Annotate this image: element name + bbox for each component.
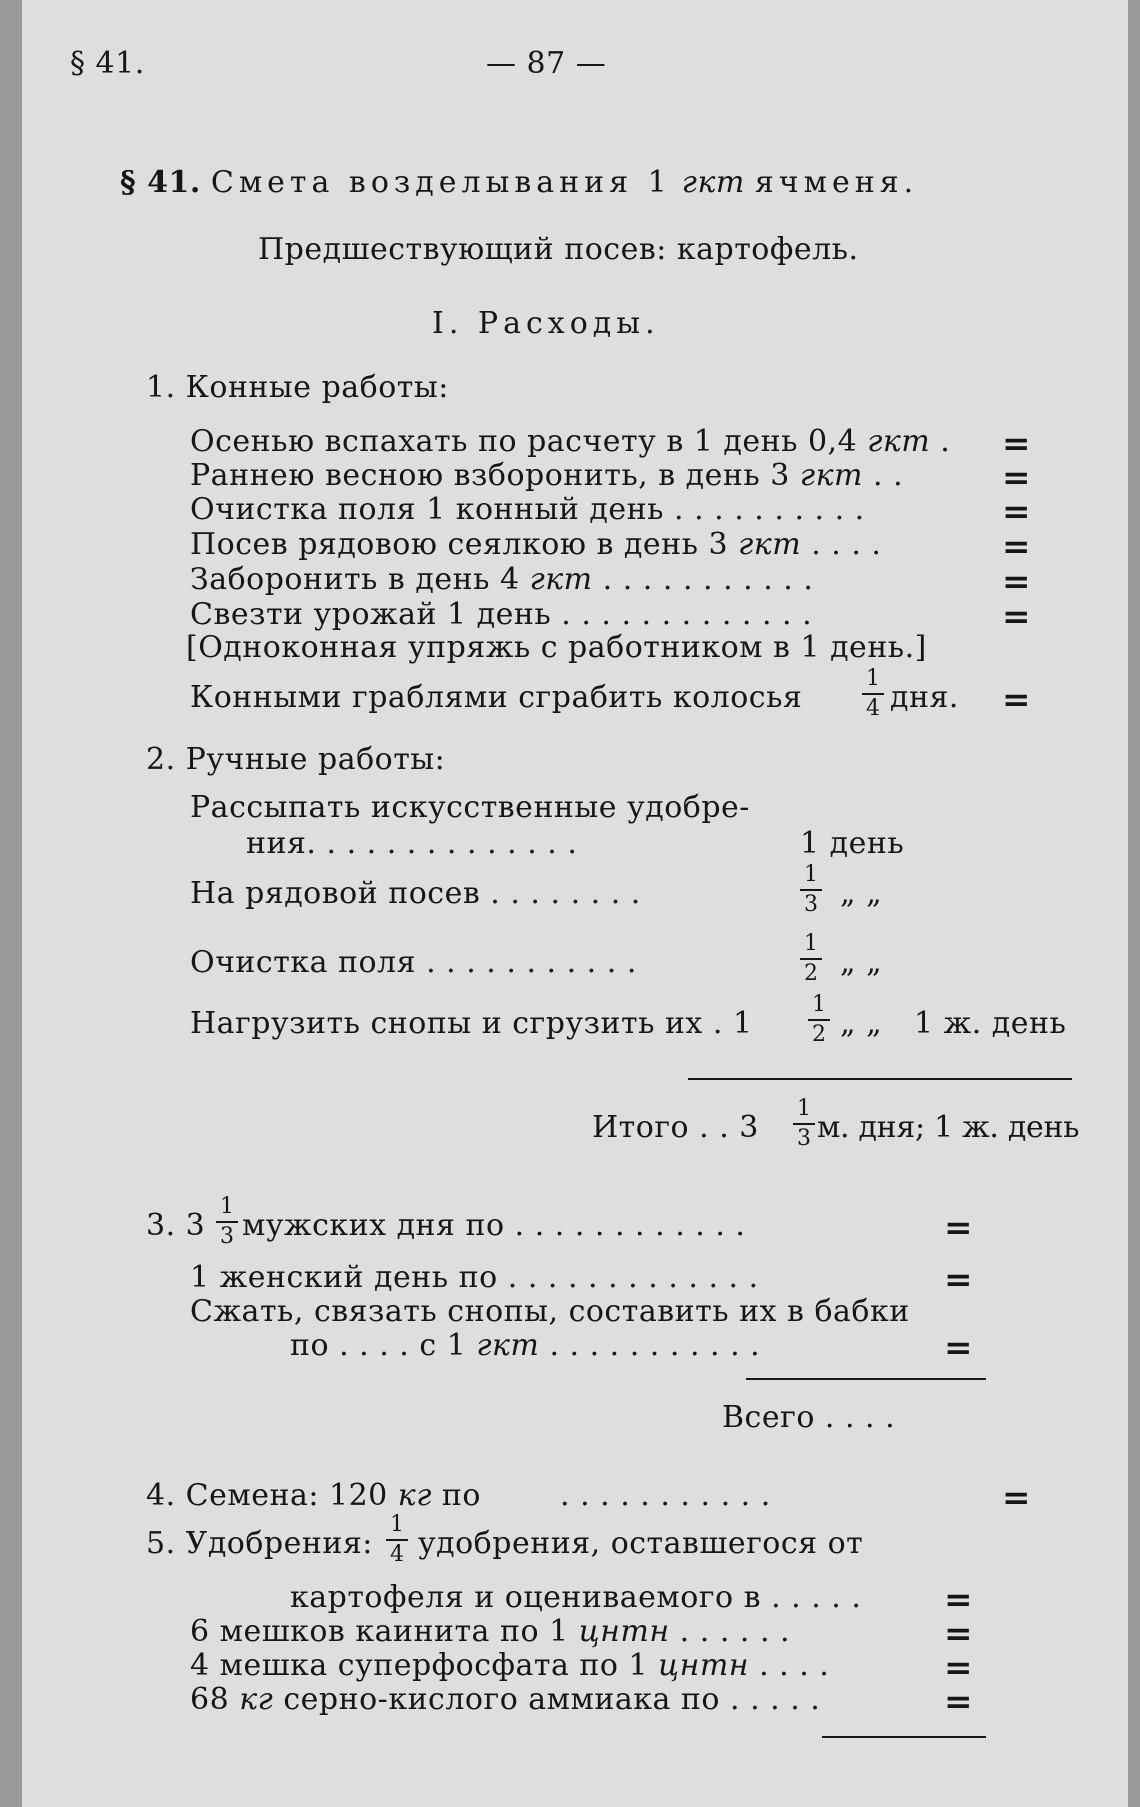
s2-row4-ditto: „ „	[840, 1006, 883, 1041]
s5-label: 5. Удобрения:	[146, 1526, 373, 1561]
part-heading: I. Расходы.	[432, 306, 660, 341]
s1-row6-eq: =	[1002, 597, 1031, 637]
s1-row4: Посев рядовою сеялкою в день 3 гкт . . . .	[190, 527, 882, 562]
title-text: Смета возделывания 1	[210, 165, 672, 200]
s2-row4: Нагрузить снопы и сгрузить их . 1	[190, 1006, 753, 1041]
book-page	[22, 0, 1128, 1807]
s2-row1-line2: ния. . . . . . . . . . . . . .	[246, 826, 578, 861]
s2-row4-value: 1 ж. день	[914, 1006, 1067, 1041]
s3-fraction: 1 3	[216, 1196, 238, 1248]
s1-row5: Заборонить в день 4 гкт . . . . . . . . . . .	[190, 562, 814, 597]
s5-row2-eq: =	[944, 1614, 973, 1654]
s2-row3-ditto: „ „	[840, 945, 883, 980]
s5-row3: 4 мешка суперфосфата по 1 цнтн . . . .	[190, 1648, 830, 1683]
s2-row2: На рядовой посев . . . . . . . .	[190, 876, 641, 911]
s2-row1-line1: Рассыпать искусственные удобре-	[190, 790, 750, 825]
s5-row4-eq: =	[944, 1682, 973, 1722]
s1-row7-fraction: 1 4	[862, 668, 884, 720]
s1-row4-eq: =	[1002, 527, 1031, 567]
s2-row3: Очистка поля . . . . . . . . . . .	[190, 945, 637, 980]
s1-row1: Осенью вспахать по расчету в 1 день 0,4 гкт .	[190, 424, 951, 459]
s3-total-rule	[746, 1378, 986, 1380]
s5-row4: 68 кг серно-кислого аммиака по . . . . .	[190, 1682, 821, 1717]
s5-row1-eq: =	[944, 1580, 973, 1620]
s2-total-fraction: 1 3	[793, 1098, 815, 1150]
s5-row2: 6 мешков каинита по 1 цнтн . . . . . .	[190, 1614, 791, 1649]
s4-row: 4. Семена: 120 кг по	[146, 1478, 481, 1513]
s1-label: 1. Конные работы:	[146, 370, 449, 405]
s1-row6: Свезти урожай 1 день . . . . . . . . . . . . .	[190, 597, 813, 632]
s2-total-label: Итого . . 3	[592, 1110, 759, 1145]
s1-row1-eq: =	[1002, 424, 1031, 464]
title-sign: § 41.	[120, 165, 201, 200]
s3-row1-eq: =	[944, 1208, 973, 1248]
s2-label: 2. Ручные работы:	[146, 742, 446, 777]
title-end: ячменя.	[754, 165, 919, 200]
s3-row1: мужских дня по . . . . . . . . . . . .	[242, 1208, 746, 1243]
s1-note: [Одноконная упряжь с работником в 1 день.]	[186, 630, 927, 665]
s3-row2: 1 женский день по . . . . . . . . . . . . .	[190, 1260, 759, 1295]
header-page-number: — 87 —	[486, 46, 607, 81]
s2-row4-fraction: 1 2	[808, 994, 830, 1046]
s2-total-rule	[688, 1078, 1072, 1080]
s3-row2-eq: =	[944, 1260, 973, 1300]
s1-row2-eq: =	[1002, 458, 1031, 498]
s5-fraction: 1 4	[386, 1514, 408, 1566]
s5-label-after: удобрения, оставшегося от	[418, 1526, 864, 1561]
s1-row7-eq: =	[1002, 680, 1031, 720]
s1-row3-eq: =	[1002, 492, 1031, 532]
s1-row3: Очистка поля 1 конный день . . . . . . . . . .	[190, 492, 865, 527]
s5-row1: картофеля и оцениваемого в . . . . .	[290, 1580, 862, 1615]
s2-row2-ditto: „ „	[840, 876, 883, 911]
s4-dots: . . . . . . . . . . .	[560, 1478, 771, 1513]
s3-row3-line1: Сжать, связать снопы, составить их в бабки	[190, 1294, 910, 1329]
s1-row2: Раннею весною взборонить, в день 3 гкт . .	[190, 458, 904, 493]
title-unit: гкт	[681, 165, 745, 200]
previous-crop: Предшествующий посев: картофель.	[258, 232, 859, 267]
section-title	[120, 165, 918, 201]
s5-row3-eq: =	[944, 1648, 973, 1688]
s1-row7-after: дня.	[890, 680, 959, 715]
s2-total-after: м. дня; 1 ж. день	[817, 1110, 1080, 1145]
header-section-ref: § 41.	[70, 46, 145, 81]
s1-row7: Конными граблями сграбить колосья	[190, 680, 803, 715]
s4-eq: =	[1002, 1478, 1031, 1518]
s2-row2-fraction: 1 3	[800, 864, 822, 916]
s5-rule	[822, 1736, 986, 1738]
s3-row3-eq: =	[944, 1328, 973, 1368]
s2-row3-fraction: 1 2	[800, 933, 822, 985]
s2-row1-value: 1 день	[800, 826, 905, 861]
s3-row3-line2: по . . . . с 1 гкт . . . . . . . . . . .	[290, 1328, 761, 1363]
s3-total: Всего . . . .	[722, 1400, 896, 1435]
s1-row5-eq: =	[1002, 562, 1031, 602]
s3-num: 3. 3	[146, 1208, 206, 1243]
